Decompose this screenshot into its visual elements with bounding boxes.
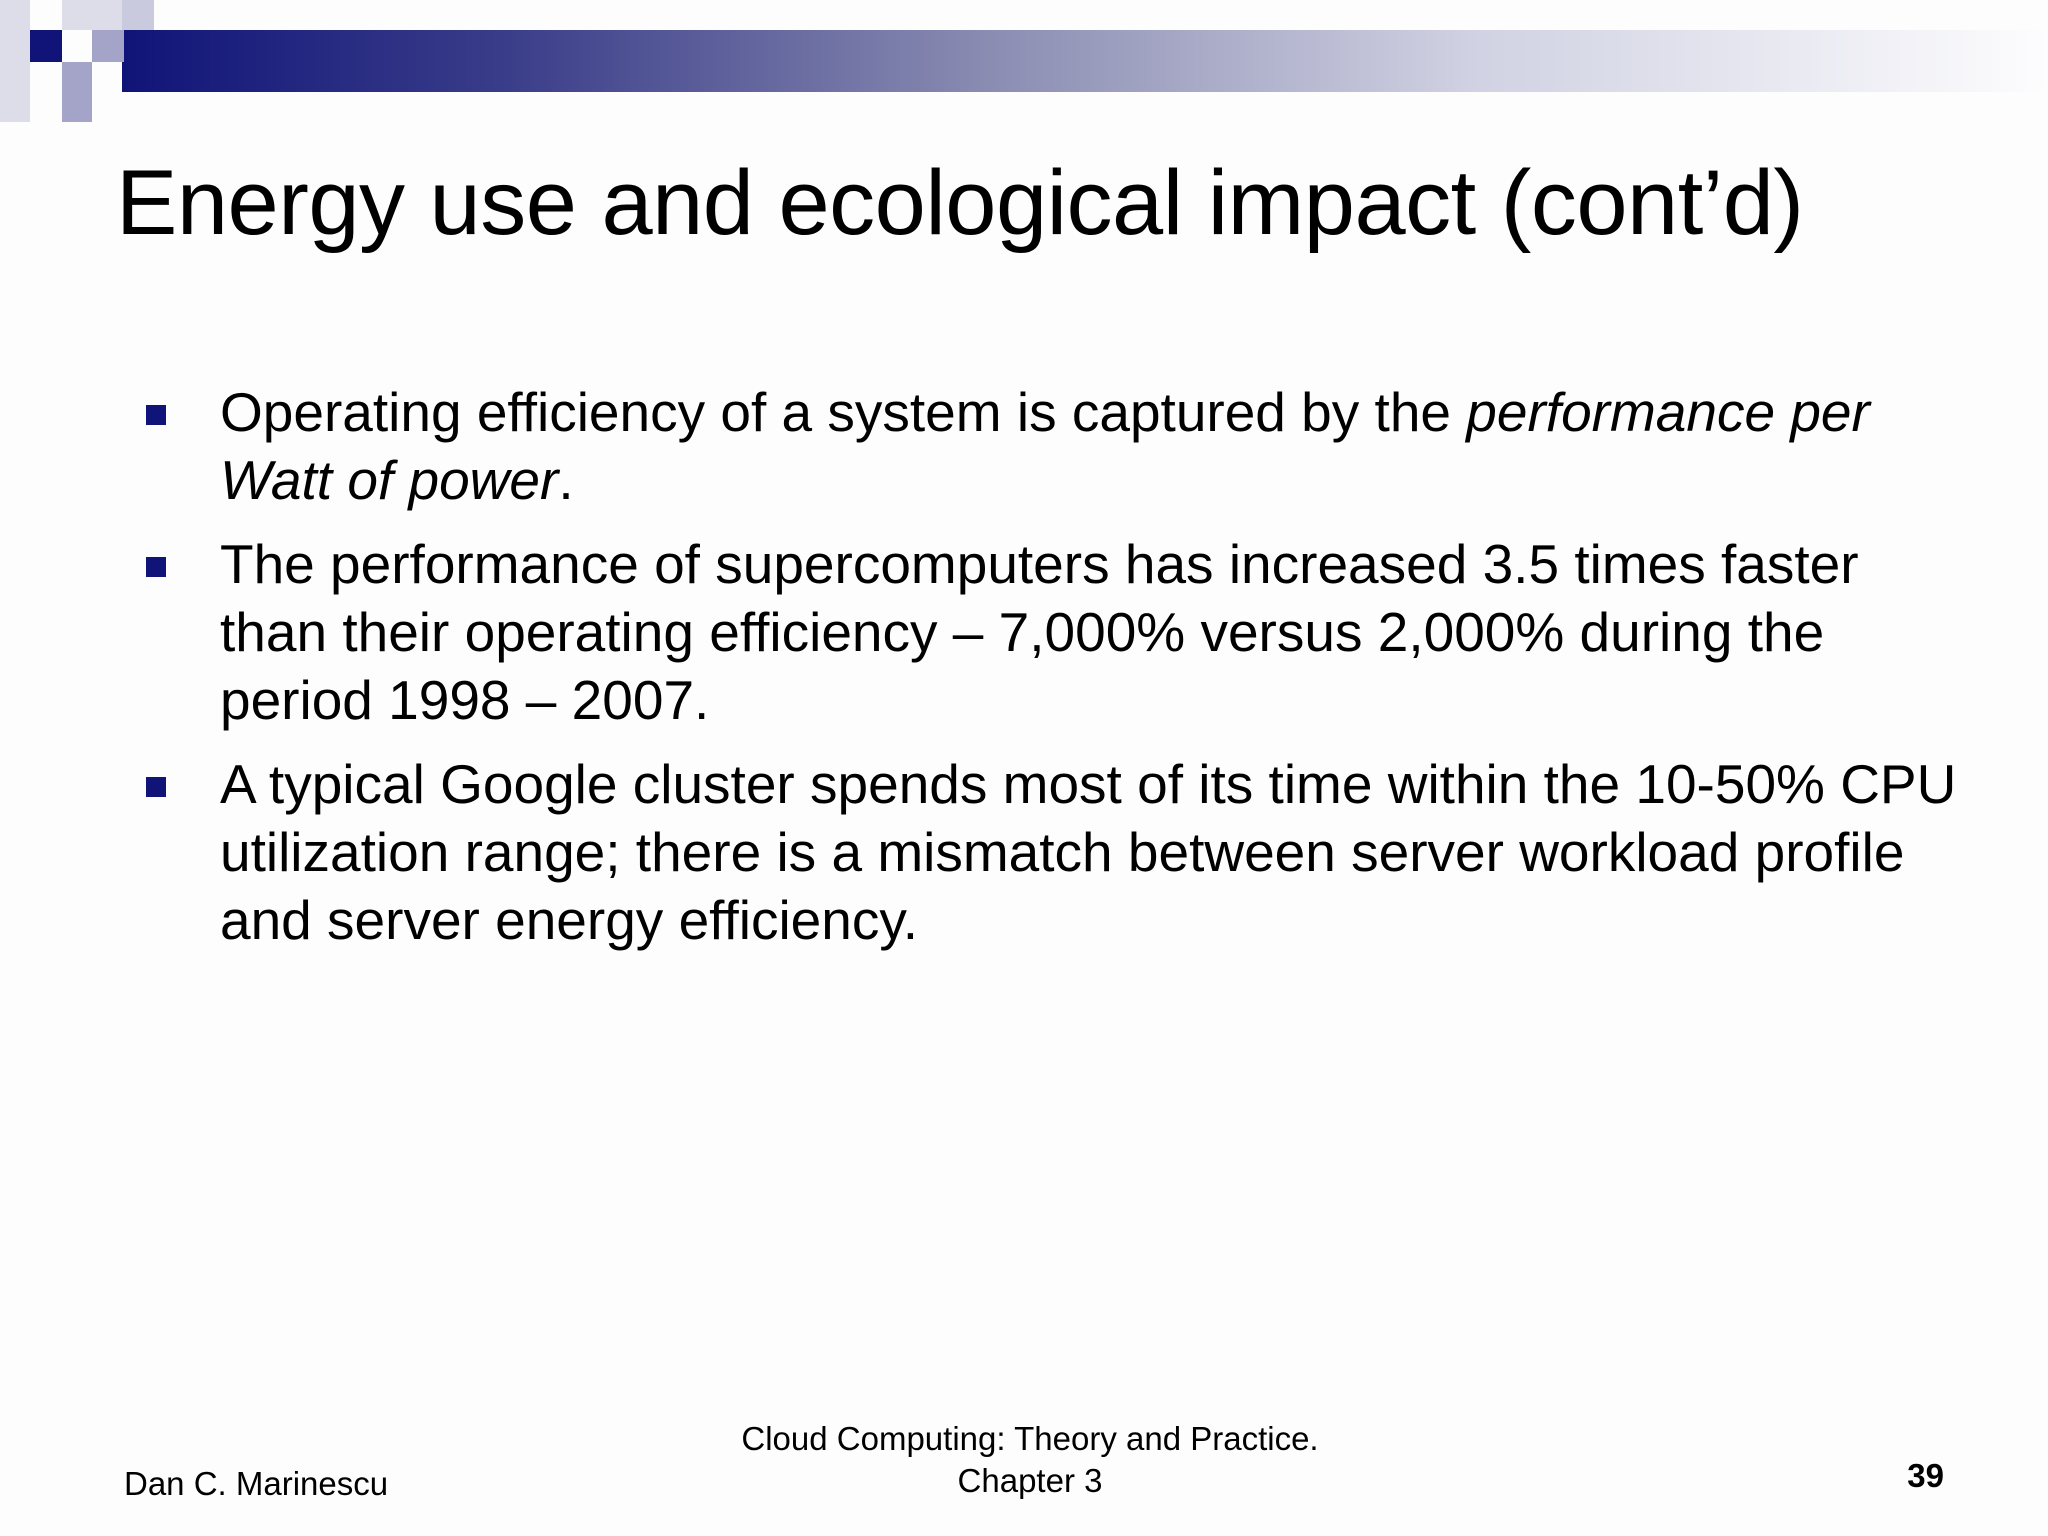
bullet-text: [220, 753, 1956, 951]
page-number: 39: [1907, 1457, 1944, 1494]
bullet-text-plain: A typical Google cluster spends most of its time within the 10-50% CPU utilization range; there is a mismatch between server workload profile and server energy efficiency.: [220, 753, 1957, 951]
bullet-list: [140, 378, 1970, 970]
footer-book-line: Cloud Computing: Theory and Practice.: [741, 1420, 1319, 1457]
footer-author: Dan C. Marinescu: [124, 1465, 389, 1502]
square-bullet-icon: [146, 557, 166, 577]
bullet-text-plain: .: [558, 449, 574, 511]
footer-chapter: Chapter 3: [957, 1462, 1103, 1499]
header-decoration: [30, 30, 62, 62]
bullet-text: [220, 533, 1859, 731]
bullet-text-plain: Operating efficiency of a system is captured by the: [220, 381, 1467, 443]
slide-title: Energy use and ecological impact (cont’d): [116, 152, 1804, 254]
square-bullet-icon: [146, 777, 166, 797]
footer-book-title: [620, 1418, 1440, 1502]
square-bullet-icon: [146, 405, 166, 425]
bullet-text-plain: The performance of supercomputers has increased 3.5 times faster than their operating efficiency – 7,000% versus 2,000% during the period 1998 – 2007.: [220, 533, 1859, 731]
bullet-text-emphasis: performance per Watt of power: [220, 381, 1870, 511]
header-gradient-bar: [122, 30, 2048, 92]
header-decoration: [122, 0, 154, 30]
bullet-item: [140, 530, 1970, 734]
bullet-item: [140, 750, 1970, 954]
bullet-item: [140, 378, 1970, 514]
header-decoration: [62, 62, 92, 122]
header-decoration: [0, 0, 30, 122]
bullet-text: [220, 381, 1870, 511]
header-decoration: [92, 30, 124, 62]
